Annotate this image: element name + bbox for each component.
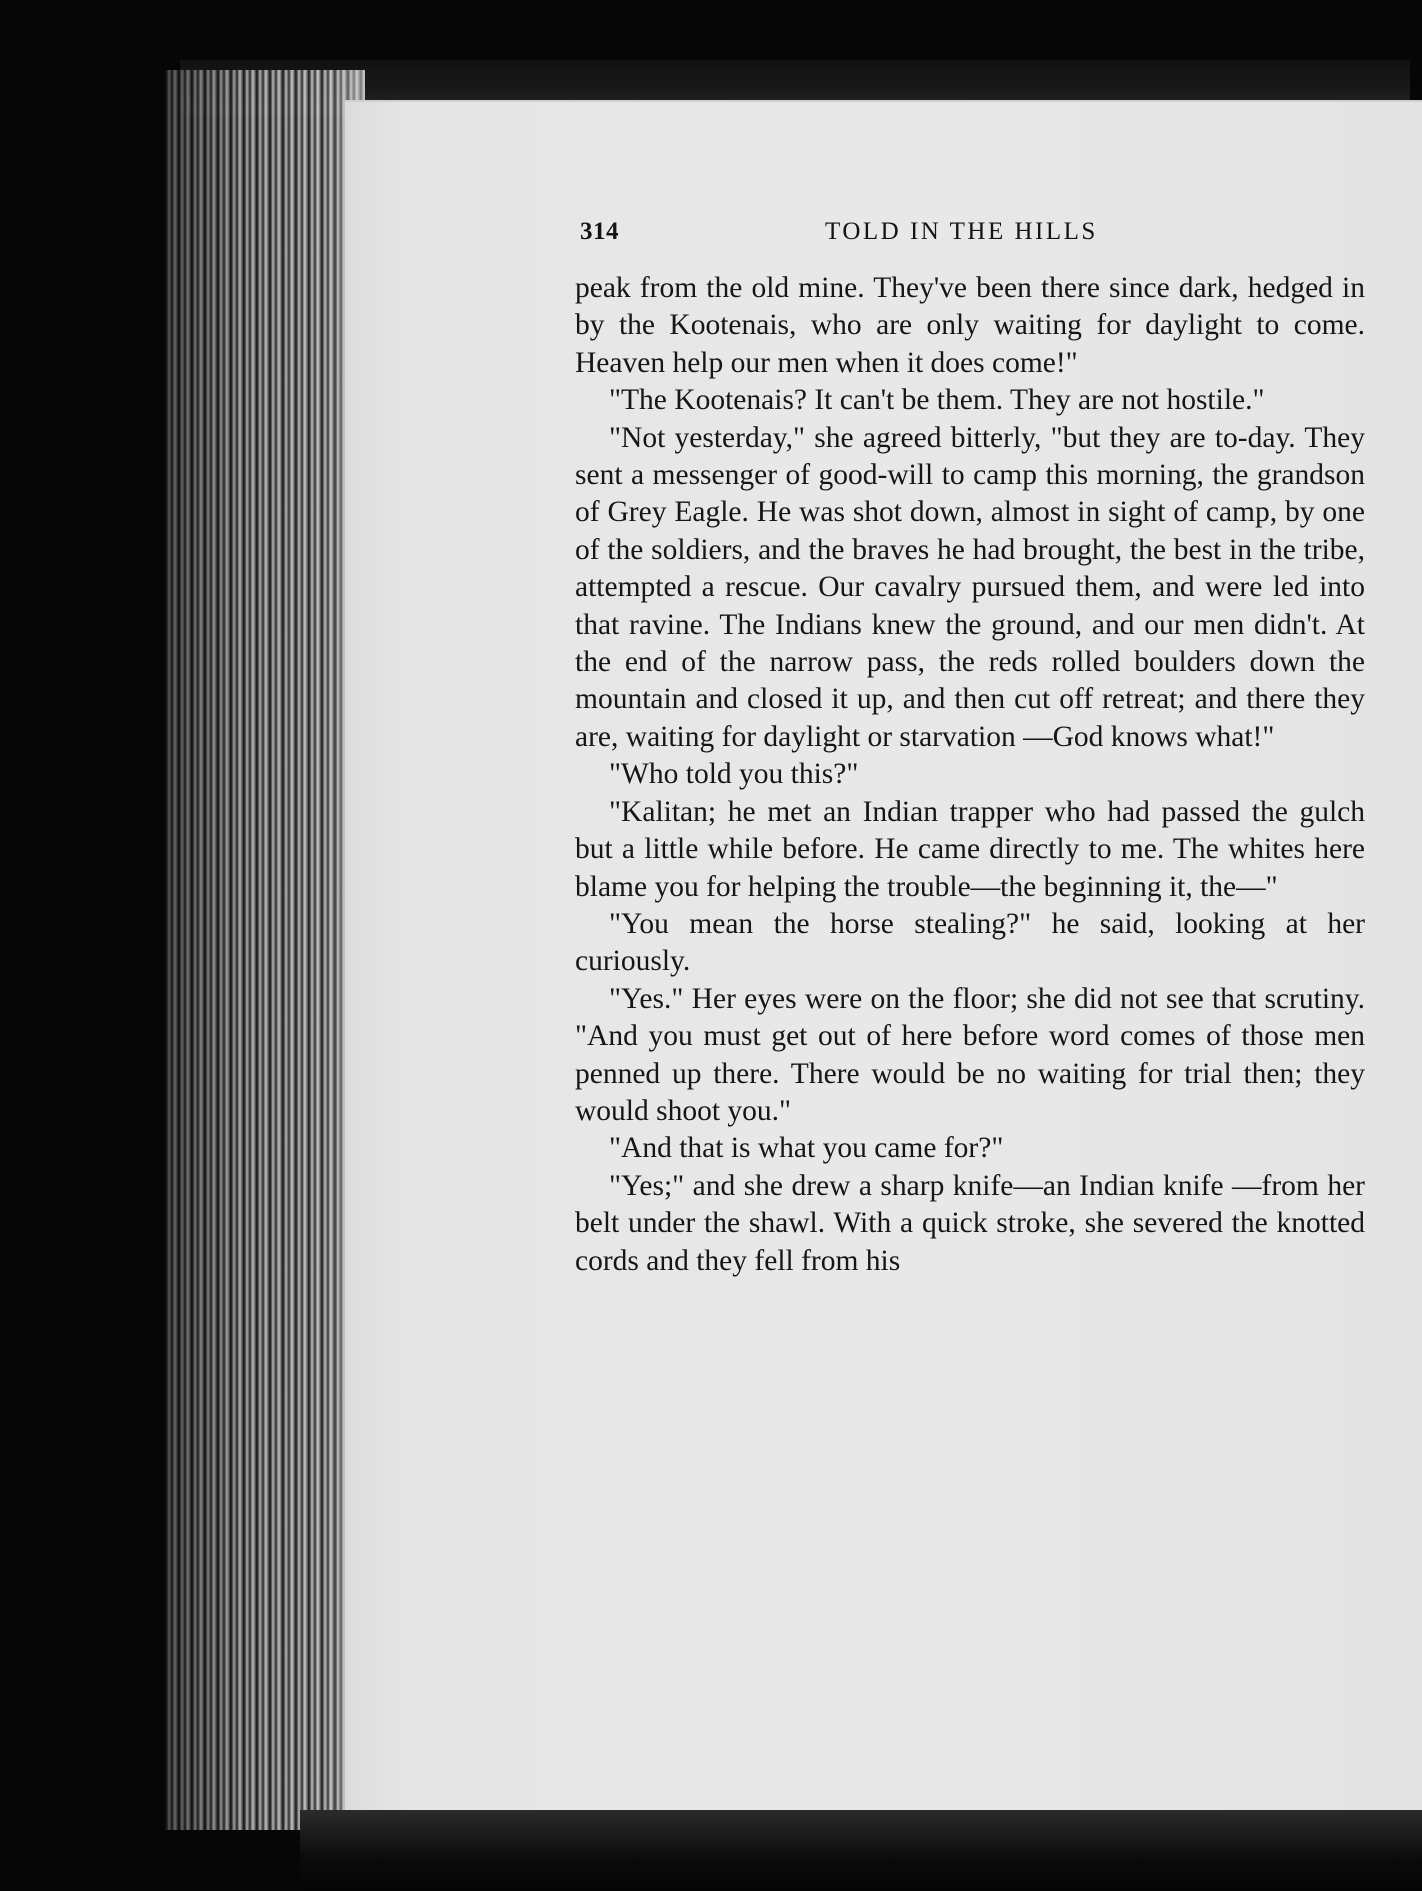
paragraph: "Who told you this?" — [609, 758, 859, 791]
paragraph: "Yes;" and she drew a sharp knife—an Indian knife —from her belt under the shawl. With a quick stroke, she severed the knotted cords and they fell from his — [575, 1169, 1365, 1277]
paragraph: "The Kootenais? It can't be them. They are not hostile." — [609, 384, 1265, 417]
paragraph: peak from the old mine. They've been there since dark, hedged in by the Kootenais, who are only waiting for daylight to come. Heaven help our men when it does come!" — [575, 272, 1365, 379]
paragraph: "Yes." Her eyes were on the floor; she did not see that scrutiny. "And you must get out of here before word comes of those men penned up there. There would be no waiting for trial then; they would shoot you." — [575, 982, 1365, 1127]
paragraph: "Kalitan; he met an Indian trapper who had passed the gulch but a little while before. He came directly to me. The whites here blame you for helping the trouble—the beginning it, the—" — [575, 795, 1365, 903]
body-text — [575, 270, 1365, 1280]
page-number: 314 — [580, 218, 619, 245]
paragraph: "You mean the horse stealing?" he said, looking at her curiously. — [575, 907, 1365, 978]
page-header — [580, 218, 1140, 258]
page-fore-edges — [165, 70, 365, 1830]
running-head: TOLD IN THE HILLS — [825, 218, 1098, 245]
paragraph: "Not yesterday," she agreed bitterly, "but they are to-day. They sent a messenger of good-will to camp this morning, the grandson of Grey Eagle. He was shot down, almost in sight of camp, by one of the soldiers, and the braves he had brought, the best in the tribe, attempted a rescue. Our cavalry pursued them, and were led into that ravine. The Indians knew the ground, and our men didn't. At the end of the narrow pass, the reds rolled boulders down the mountain and closed it up, and then cut off retreat; and there they are, waiting for daylight or starvation —God knows what!" — [575, 421, 1365, 753]
paragraph: "And that is what you came for?" — [609, 1132, 1004, 1165]
page-bottom-shadow — [300, 1810, 1422, 1891]
